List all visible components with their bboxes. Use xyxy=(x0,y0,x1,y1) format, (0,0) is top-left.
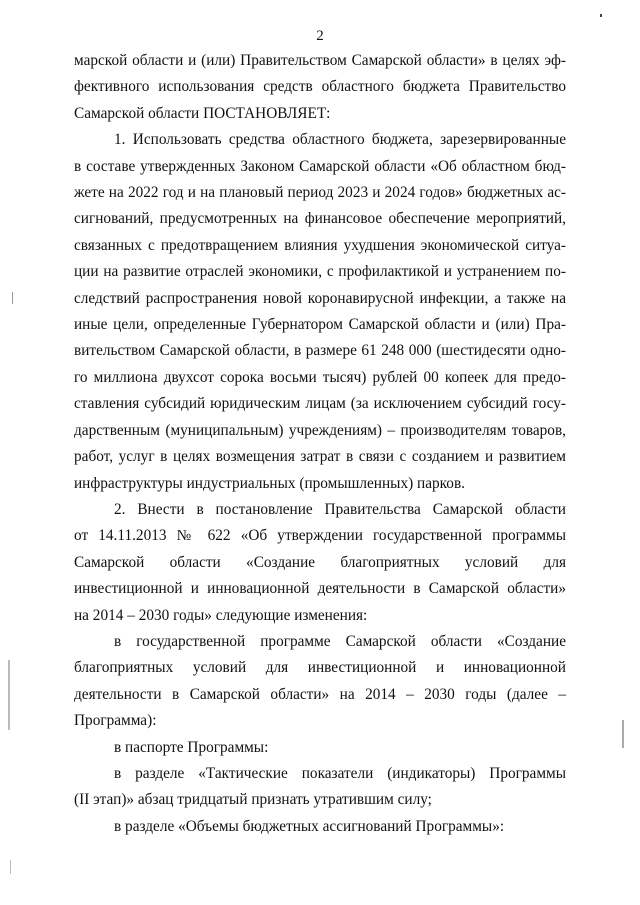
text-line: вительством Самарской области, в размере 61 248 000 (шестидесяти одно- xyxy=(74,342,566,360)
text-line: работ, услуг в целях возмещения затрат в связи с созданием и развитием xyxy=(74,448,566,466)
paragraph-section-indicators xyxy=(74,761,566,814)
text-line: 1. Использовать средства областного бюджета, зарезервированные xyxy=(114,131,566,149)
text-line: жете на 2022 год и на плановый период 2023 и 2024 годов» бюджетных ас- xyxy=(74,184,566,202)
text-line: в разделе «Тактические показатели (индикаторы) Программы xyxy=(114,764,566,782)
text-line: в разделе «Объемы бюджетных ассигнований Программы»: xyxy=(114,817,505,835)
paragraph-item-1 xyxy=(74,127,566,497)
paragraph-program xyxy=(74,629,566,735)
text-line: го миллиона двухсот сорока восьми тысяч) рублей 00 копеек для предо- xyxy=(74,368,566,386)
scan-speck xyxy=(8,660,10,730)
scan-speck xyxy=(600,14,602,17)
page-number: 2 xyxy=(316,28,324,44)
text-line: в государственной программе Самарской области «Создание xyxy=(114,632,566,650)
text-line: дарственным (муниципальным) учреждениям) – производителям товаров, xyxy=(74,421,566,439)
text-line: от 14.11.2013 № 622 «Об утверждении государственной программы xyxy=(74,527,566,545)
text-line: фективного использования средств областного бюджета Правительство xyxy=(74,78,566,96)
text-line: в паспорте Программы: xyxy=(114,738,269,756)
text-line: инфраструктуры индустриальных (промышленных) парков. xyxy=(74,474,465,492)
document-body xyxy=(74,48,566,840)
text-line: сигнований, предусмотренных на финансовое обеспечение мероприятий, xyxy=(74,210,566,228)
text-line: Самарской области «Создание благоприятных условий для xyxy=(74,553,566,571)
text-line: Самарской области ПОСТАНОВЛЯЕТ: xyxy=(74,104,331,122)
text-line: благоприятных условий для инвестиционной и инновационной xyxy=(74,659,566,677)
text-line: связанных с предотвращением влияния ухудшения экономической ситуа- xyxy=(74,236,566,254)
scan-speck xyxy=(10,860,11,874)
paragraph-section-budget xyxy=(74,814,566,840)
text-line: ции на развитие отраслей экономики, с профилактикой и устранением по- xyxy=(74,263,566,281)
text-line: на 2014 – 2030 годы» следующие изменения: xyxy=(74,606,368,624)
paragraph-passport xyxy=(74,735,566,761)
text-line: 2. Внести в постановление Правительства Самарской области xyxy=(114,500,566,518)
text-line: инвестиционной и инновационной деятельности в Самарской области» xyxy=(74,580,566,598)
text-line: Программа): xyxy=(74,712,157,730)
text-line: (II этап)» абзац тридцатый признать утратившим силу; xyxy=(74,791,432,809)
text-line: иные цели, определенные Губернатором Самарской области и (или) Пра- xyxy=(74,316,566,334)
paragraph-item-2 xyxy=(74,497,566,629)
text-line: марской области и (или) Правительством Самарской области» в целях эф- xyxy=(74,52,566,69)
paragraph-continuation xyxy=(74,48,566,127)
text-line: в составе утвержденных Законом Самарской области «Об областном бюд- xyxy=(74,157,566,175)
text-line: деятельности в Самарской области» на 2014 – 2030 годы (далее – xyxy=(74,685,566,703)
scan-speck xyxy=(12,292,13,304)
scan-speck xyxy=(622,720,624,748)
text-line: ставления субсидий юридическим лицам (за исключением субсидий госу- xyxy=(74,395,566,413)
text-line: следствий распространения новой коронавирусной инфекции, а также на xyxy=(74,289,566,307)
